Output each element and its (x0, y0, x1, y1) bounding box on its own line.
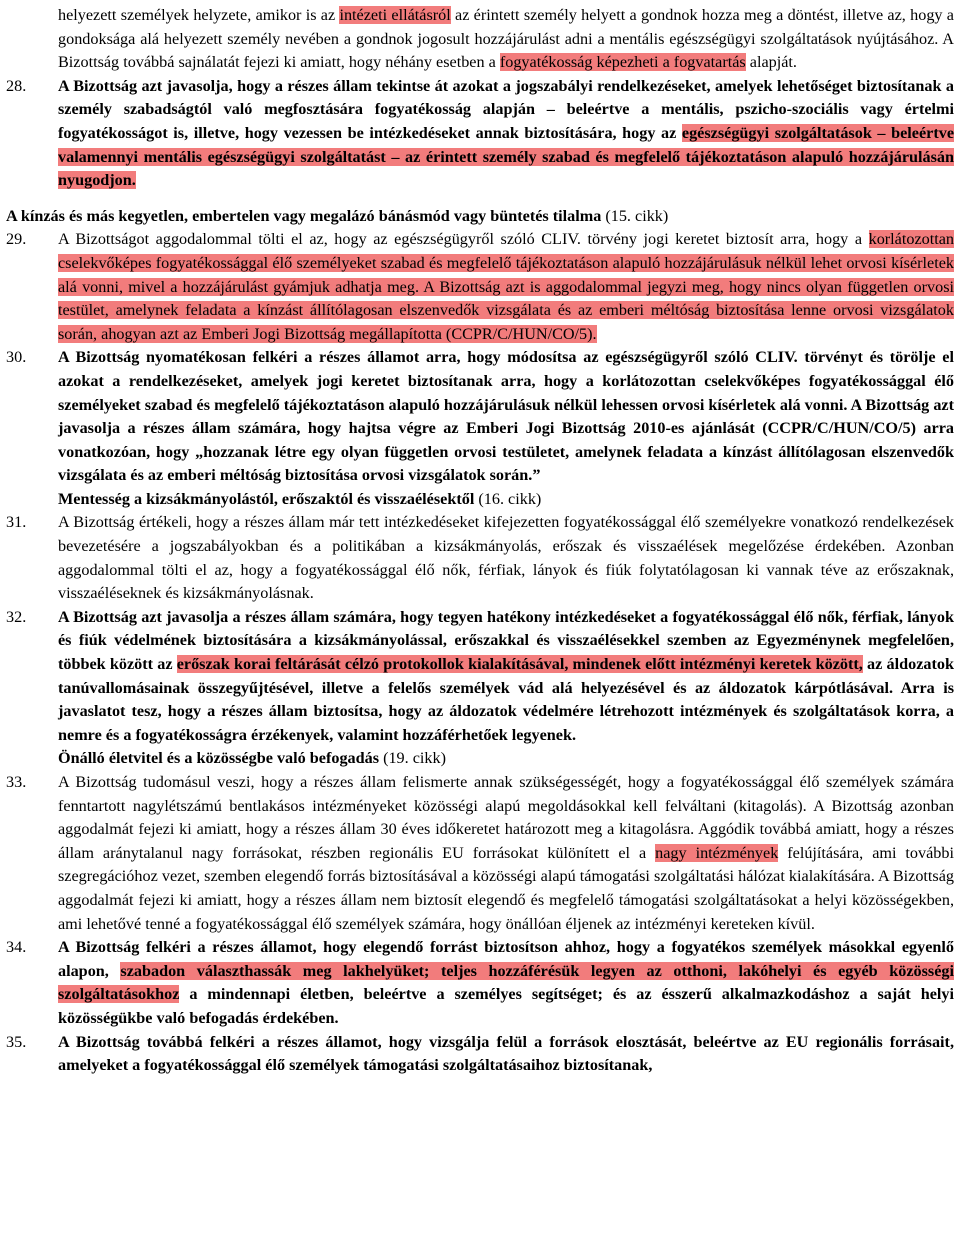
text: A Bizottság továbbá felkéri a részes államot, hogy vizsgálja felül a források elosztását, beleértve az EU regionális forrásait, amelyeket a fogyatékossággal élő személyek támogatási szolgáltatásaihoz biztosítanak, (58, 1032, 954, 1075)
paragraph-32 (0, 606, 960, 748)
paragraph-number: 30. (6, 348, 27, 367)
paragraph-number: 33. (6, 773, 27, 791)
section-heading-16 (0, 488, 960, 512)
section-heading-19 (0, 747, 960, 771)
text: A Bizottság felkéri a részes államot, hogy elegendő forrást biztosítson ahhoz, hogy a fogyatékos személyek másokkal egyenlő alapon, (58, 938, 954, 980)
paragraph-number: 34. (6, 938, 27, 957)
text: alapját. (745, 53, 797, 72)
heading-title: Mentesség a kizsákmányolástól, erőszaktól és visszaélésektől (58, 489, 475, 508)
text: A Bizottságot aggodalommal tölti el az, hogy az egészségügyről szóló CLIV. törvény jogi keretet biztosít arra, hogy a (58, 230, 869, 249)
section-heading-15 (0, 205, 960, 229)
heading-article: (16. cikk) (474, 489, 542, 508)
highlight: fogyatékosság képezheti a fogvatartás (499, 53, 746, 72)
text: A Bizottság értékeli, hogy a részes állam már tett intézkedéseket kifejezetten fogyatékossággal élő személyekre vonatkozó rendelkezések bevezetésére a jogszabályokban és a politikában a kizsákmányolás, erőszak és visszaélések megelőzése érdekében. Azonban aggodalommal tölti el az, hogy a fogyatékossággal élő nők, férfiak, lányok és fiúk folytatólagosan ki vannak téve az erőszaknak, visszaéléseknek és kizsákmányolásnak. (58, 513, 954, 603)
heading-article: (15. cikk) (601, 206, 669, 225)
text: A Bizottság nyomatékosan felkéri a részes államot arra, hogy módosítsa az egészségügyről szóló CLIV. törvényt és törölje el azokat a rendelkezéseket, amelyek jogi keretet biztosítanak arra, hogy a korlátozottan cselekvőképes fogyatékossággal élő személyeket szabad és megfelelő tájékoztatáson alapuló hozzájárulásuk nélkül lehessen orvosi kísérletek alá vonni. A Bizottság azt javasolja a részes állam számára, hogy hajtsa végre az Emberi Jogi Bizottság 2010-es ajánlását (CCPR/C/HUN/CO/5) arra vonatkozóan, hogy „hozzanak létre egy olyan független orvosi testületet, amelynek feladata a kínzást állítólagosan elszenvedők vizsgálata és az emberi méltóság biztosítása orvosi vizsgálatok során.” (58, 348, 954, 485)
paragraph-31 (0, 511, 960, 605)
paragraph-number: 35. (6, 1032, 27, 1051)
paragraph-intro (0, 4, 960, 75)
highlight: nagy intézmények (655, 843, 779, 862)
paragraph-number: 32. (6, 607, 27, 626)
text: A Bizottság azt javasolja a részes állam számára, hogy tegyen hatékony intézkedéseket a fogyatékossággal élő nők, férfiak, lányok és fiúk védelmének biztosítására a kizsákmányolással, erőszakkal és visszaélésekkel szemben az Egyezménynek megfelelően, többek között az (58, 607, 954, 674)
highlight: egészségügyi szolgáltatások – beleértve valamennyi mentális egészségügyi szolgáltatást – az érintett személy szabad és megfelelő tájékoztatáson alapuló hozzájárulásán nyugodjon. (58, 123, 954, 190)
paragraph-34 (0, 936, 960, 1030)
document-page (0, 4, 960, 1078)
text: helyezett személyek helyzete, amikor is az (58, 6, 340, 24)
highlight: intézeti ellátásról (339, 6, 451, 24)
text: az érintett személy helyett a gondnok hozza meg a döntést, illetve az, hogy a gondoksága alá helyezett személy nevében a gondnok jogosult hozzájárulást adni a mentális egészségügyi szolgáltatások nyújtásához. A Bizottság továbbá sajnálatát fejezi ki amiatt, hogy néhány esetben a (58, 6, 954, 72)
text: A Bizottság azt javasolja, hogy a részes állam tekintse át azokat a jogszabályi rendelkezéseket, amelyek lehetőséget biztosítanak a személy szabadságtól való megfosztására fogyatékosság alapján – beleértve a mentális, pszicho-szociális vagy értelmi fogyatékosságot is, illetve, hogy vezessen be intézkedéseket annak biztosítására, hogy az (58, 76, 954, 142)
heading-article: (19. cikk) (379, 749, 447, 768)
paragraph-number: 31. (6, 513, 27, 532)
highlight: szabadon választhassák meg lakhelyüket; teljes hozzáférésük legyen az otthoni, lakóhelyi és egyéb közösségi szolgáltatásokhoz (58, 961, 954, 1004)
highlight: korlátozottan cselekvőképes fogyatékossággal élő személyeket szabad és megfelelő tájékoztatáson alapuló hozzájárulásuk nélkül lehet orvosi kísérletek alá vonni, mivel a hozzájárulást gyámjuk adhatja meg. A Bizottság azt is aggodalommal jegyzi meg, hogy nincs olyan független orvosi testület, amelynek feladata a kínzást állítólagosan elszenvedők vizsgálata és az emberi méltóság biztosítása lenne orvosi vizsgálatok során, ahogyan azt az Emberi Jogi Bizottság megállapította (CCPR/C/HUN/CO/5). (58, 230, 954, 343)
text: felújítására, ami további szegregációhoz vezet, szemben elegendő forrás biztosításával a közösségi alapú támogatási szolgáltatási hálózat kialakítására. A Bizottság aggodalmát fejezi ki amiatt, hogy a részes állam nem biztosít elegendő és megfelelő támogatási szolgáltatásokat a helyi közösségekben, ami lehetővé tenné a fogyatékossággal élő személyek számára, hogy önállóan éljenek az intézményi kereteken kívül. (58, 843, 954, 933)
paragraph-29 (0, 228, 960, 346)
text: A Bizottság tudomásul veszi, hogy a részes állam felismerte annak szükségességét, hogy a fogyatékossággal élő személyek számára fenntartott nagylétszámú bentlakásos intézményeket közösségi alapú megoldásokkal kell felváltani (kitagolás). A Bizottság azonban aggodalmát fejezi ki amiatt, hogy a részes állam 30 éves időkeretet határozott meg a kitagolásra. Aggódik továbbá amiatt, hogy a részes állam aránytalanul nagy forrásokat, részben regionális EU forrásokat különített el a (58, 773, 954, 862)
text: a mindennapi életben, beleértve a személyes segítséget; és az ésszerű alkalmazkodáshoz a saját helyi közösségükbe való befogadás érdekében. (58, 985, 954, 1027)
paragraph-28 (0, 75, 960, 193)
paragraph-30 (0, 346, 960, 488)
heading-title: Önálló életvitel és a közösségbe való befogadás (58, 749, 380, 768)
paragraph-number: 29. (6, 230, 27, 249)
heading-title: A kínzás és más kegyetlen, embertelen vagy megalázó bánásmód vagy büntetés tilalma (6, 206, 602, 225)
paragraph-number: 28. (6, 76, 27, 95)
highlight: erőszak korai feltárását célzó protokollok kialakításával, mindenek előtt intézményi keretek között, (176, 655, 863, 674)
paragraph-33 (0, 771, 960, 936)
text: az áldozatok tanúvallomásainak összegyűjtésével, illetve a felelős személyek vád alá helyezésével és az áldozatok kárpótlásával. Arra is javaslatot tesz, hogy a részes állam biztosítsa, hogy az áldozatok védelmére létrehozott intézmények és szolgáltatások korra, a nemre és a fogyatékosságra érzékenyek, valamint hozzáférhetőek legyenek. (58, 655, 954, 744)
spacer (0, 193, 960, 205)
paragraph-35 (0, 1031, 960, 1078)
